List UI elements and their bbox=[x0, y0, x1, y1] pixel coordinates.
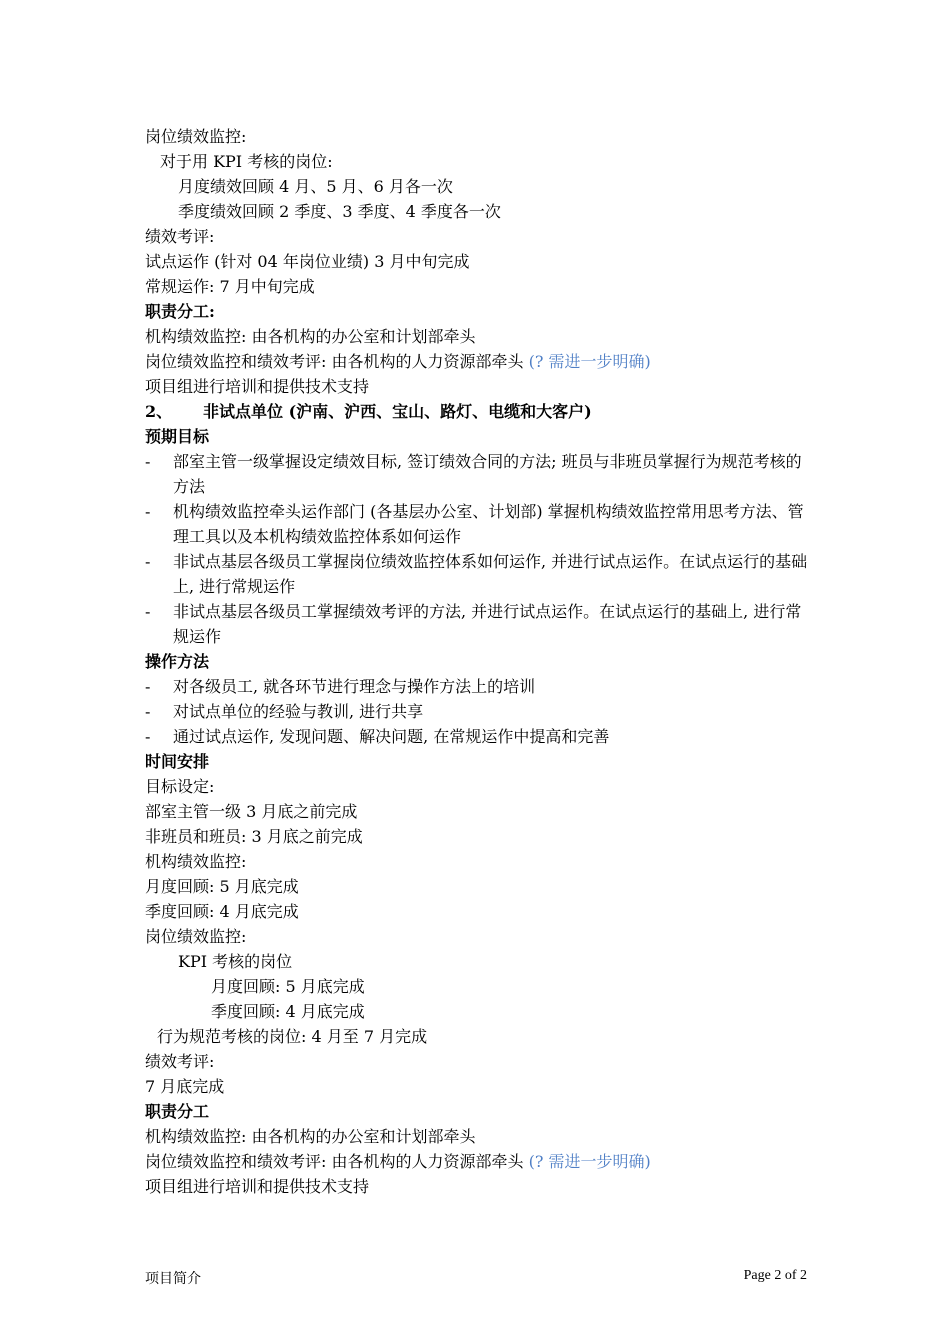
list-item-text: 非试点基层各级员工掌握岗位绩效监控体系如何运作, 并进行试点运作。在试点运行的基础上, 进行常规运作 bbox=[173, 552, 808, 596]
bullet-dash: - bbox=[145, 452, 151, 471]
list-item-text: 通过试点运作, 发现问题、解决问题, 在常规运作中提高和完善 bbox=[173, 727, 610, 746]
footer-title: 项目简介 bbox=[145, 1272, 201, 1287]
text-line: 试点运作 (针对 04 年岗位业绩) 3 月中旬完成 bbox=[145, 252, 470, 271]
list-item bbox=[145, 724, 815, 749]
text-line: 月度绩效回顾 4 月、5 月、6 月各一次 bbox=[178, 177, 453, 196]
text-line: 机构绩效监控: 由各机构的办公室和计划部牵头 bbox=[145, 1127, 476, 1146]
text-line: 行为规范考核的岗位: 4 月至 7 月完成 bbox=[157, 1027, 428, 1046]
bullet-dash: - bbox=[145, 502, 151, 521]
text-line: 非班员和班员: 3 月底之前完成 bbox=[145, 827, 363, 846]
text-line: 项目组进行培训和提供技术支持 bbox=[145, 1177, 370, 1196]
list-item-text: 对试点单位的经验与教训, 进行共享 bbox=[173, 702, 424, 721]
list-item bbox=[145, 599, 815, 649]
list-item-text: 非试点基层各级员工掌握绩效考评的方法, 并进行试点运作。在试点运行的基础上, 进行常规运作 bbox=[173, 602, 802, 646]
text-line: 绩效考评: bbox=[145, 227, 215, 246]
goals-heading: 预期目标 bbox=[145, 427, 210, 446]
text-line: KPI 考核的岗位 bbox=[178, 952, 293, 971]
section-heading: 职责分工: bbox=[145, 302, 215, 321]
text-line: 月度回顾: 5 月底完成 bbox=[211, 977, 365, 996]
text-line: 岗位绩效监控: bbox=[145, 127, 247, 146]
text-line: 项目组进行培训和提供技术支持 bbox=[145, 377, 370, 396]
schedule-heading: 时间安排 bbox=[145, 752, 210, 771]
text-line: 机构绩效监控: 由各机构的办公室和计划部牵头 bbox=[145, 327, 476, 346]
text-line: 季度回顾: 4 月底完成 bbox=[145, 902, 299, 921]
page-number: Page 2 of 2 bbox=[743, 1268, 807, 1283]
duty-text: 岗位绩效监控和绩效考评: 由各机构的人力资源部牵头 bbox=[145, 352, 524, 371]
duty-text: 岗位绩效监控和绩效考评: 由各机构的人力资源部牵头 bbox=[145, 1152, 524, 1171]
bullet-dash: - bbox=[145, 602, 151, 621]
clarification-note: (? 需进一步明确) bbox=[528, 352, 651, 371]
bullet-dash: - bbox=[145, 727, 151, 746]
list-item bbox=[145, 674, 815, 699]
list-item bbox=[145, 549, 815, 599]
bullet-dash: - bbox=[145, 677, 151, 696]
section-number: 2、 bbox=[145, 402, 173, 421]
methods-heading: 操作方法 bbox=[145, 652, 210, 671]
text-line: 岗位绩效监控: bbox=[145, 927, 247, 946]
list-item-text: 部室主管一级掌握设定绩效目标, 签订绩效合同的方法; 班员与非班员掌握行为规范考核的方法 bbox=[173, 452, 802, 496]
text-line: 目标设定: bbox=[145, 777, 215, 796]
list-item-text: 对各级员工, 就各环节进行理念与操作方法上的培训 bbox=[173, 677, 536, 696]
section-title-text: 非试点单位 (沪南、沪西、宝山、路灯、电缆和大客户) bbox=[203, 402, 592, 421]
section-title bbox=[145, 399, 815, 424]
list-item bbox=[145, 499, 815, 549]
bullet-dash: - bbox=[145, 702, 151, 721]
list-item bbox=[145, 699, 815, 724]
text-line: 部室主管一级 3 月底之前完成 bbox=[145, 802, 358, 821]
text-line: 7 月底完成 bbox=[145, 1077, 225, 1096]
text-line: 对于用 KPI 考核的岗位: bbox=[160, 152, 333, 171]
text-line: 绩效考评: bbox=[145, 1052, 215, 1071]
clarification-note: (? 需进一步明确) bbox=[528, 1152, 651, 1171]
list-item bbox=[145, 449, 815, 499]
text-line: 月度回顾: 5 月底完成 bbox=[145, 877, 299, 896]
text-line: 季度回顾: 4 月底完成 bbox=[211, 1002, 365, 1021]
bullet-dash: - bbox=[145, 552, 151, 571]
text-line: 机构绩效监控: bbox=[145, 852, 247, 871]
text-line: 常规运作: 7 月中旬完成 bbox=[145, 277, 315, 296]
text-line bbox=[145, 1149, 815, 1174]
text-line bbox=[145, 349, 815, 374]
duty-heading: 职责分工 bbox=[145, 1102, 210, 1121]
text-line: 季度绩效回顾 2 季度、3 季度、4 季度各一次 bbox=[178, 202, 501, 221]
list-item-text: 机构绩效监控牵头运作部门 (各基层办公室、计划部) 掌握机构绩效监控常用思考方法、管理工具以及本机构绩效监控体系如何运作 bbox=[173, 502, 804, 546]
page-content bbox=[145, 124, 815, 1199]
